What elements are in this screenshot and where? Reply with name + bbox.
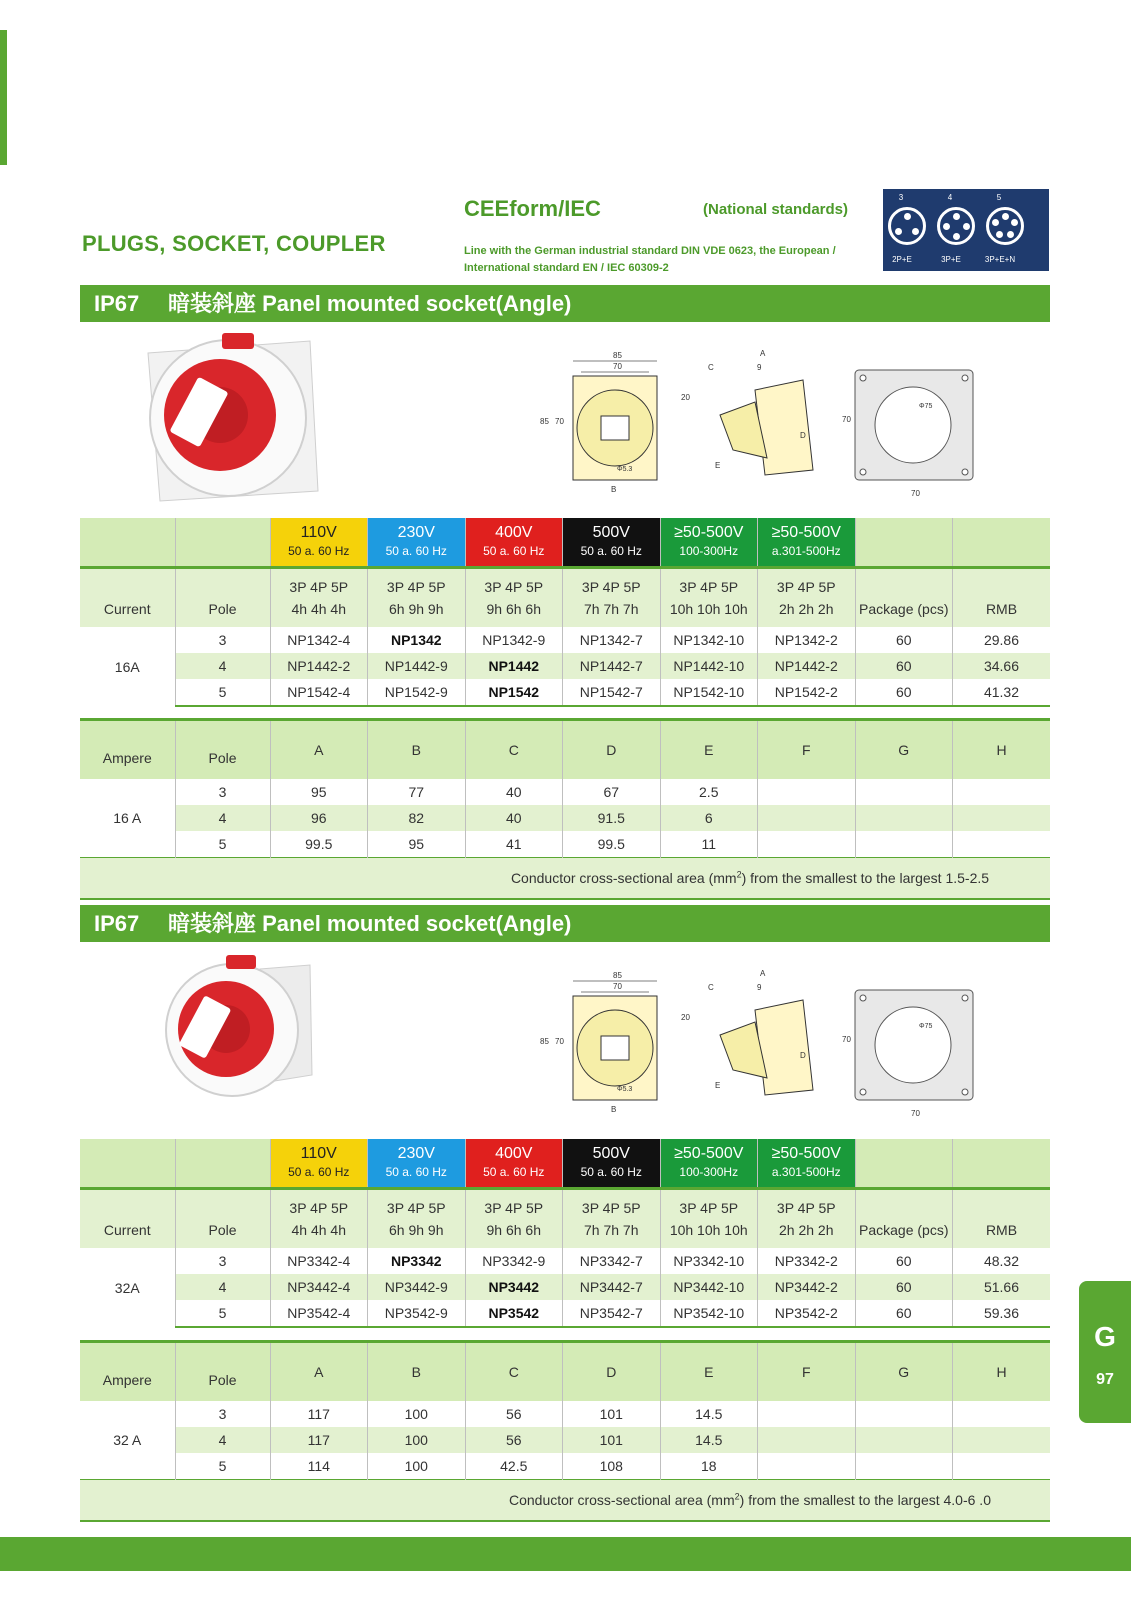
dim-value bbox=[953, 1401, 1051, 1427]
dim-value: 14.5 bbox=[660, 1401, 758, 1427]
dim-label: 70 bbox=[842, 1035, 851, 1044]
pin-config-number: 3 bbox=[898, 193, 904, 202]
dim-value: 95 bbox=[270, 779, 368, 805]
voltage-230v-cell: 230V 50 a. 60 Hz bbox=[368, 518, 466, 568]
voltage-400v-cell: 400V 50 a. 60 Hz bbox=[465, 1139, 563, 1189]
current-header: Current bbox=[80, 1189, 175, 1249]
dim-label: D bbox=[800, 431, 806, 440]
dim-value: 100 bbox=[368, 1401, 466, 1427]
dim-col-header: A bbox=[270, 1342, 368, 1402]
dimension-table bbox=[80, 1340, 1050, 1522]
pole-header: Pole bbox=[175, 1342, 270, 1402]
dim-label: A bbox=[760, 349, 766, 358]
voltage-50-500v-high-cell: ≥50-500V a.301-500Hz bbox=[758, 518, 856, 568]
dimension-drawing bbox=[540, 349, 1045, 500]
footer-bar bbox=[0, 1537, 1131, 1571]
dim-col-header: F bbox=[758, 1342, 856, 1402]
ip-rating: IP67 bbox=[94, 911, 140, 936]
product-code: NP3542-9 bbox=[368, 1300, 466, 1327]
product-code: NP1542-4 bbox=[270, 679, 368, 706]
package-header: Package (pcs) bbox=[855, 568, 953, 628]
section-bar bbox=[80, 285, 1050, 322]
product-code: NP3342-4 bbox=[270, 1248, 368, 1274]
dim-label: 20 bbox=[681, 393, 690, 402]
product-code: NP1442 bbox=[465, 653, 563, 679]
dim-value: 77 bbox=[368, 779, 466, 805]
hours-header: 3P 4P 5P 4h 4h 4h bbox=[270, 1189, 368, 1249]
dim-label: Φ5.3 bbox=[617, 1086, 633, 1093]
dim-value bbox=[855, 831, 953, 858]
dim-value bbox=[953, 779, 1051, 805]
dim-value: 11 bbox=[660, 831, 758, 858]
dim-value: 42.5 bbox=[465, 1453, 563, 1480]
pin-dot bbox=[953, 233, 960, 240]
table-row bbox=[80, 779, 1050, 805]
dim-label: 70 bbox=[613, 982, 622, 991]
dim-value: 91.5 bbox=[563, 805, 661, 831]
dim-value: 56 bbox=[465, 1401, 563, 1427]
dim-value bbox=[953, 805, 1051, 831]
package-value: 60 bbox=[855, 1274, 953, 1300]
dim-value: 2.5 bbox=[660, 779, 758, 805]
product-code: NP1542-10 bbox=[660, 679, 758, 706]
rmb-header: RMB bbox=[953, 1189, 1051, 1249]
dim-label: 85 bbox=[540, 417, 549, 426]
pin-dot bbox=[1007, 231, 1014, 238]
price-value: 34.66 bbox=[953, 653, 1051, 679]
product-code: NP3442-2 bbox=[758, 1274, 856, 1300]
dim-value bbox=[758, 805, 856, 831]
product-code: NP1542-9 bbox=[368, 679, 466, 706]
pin-configuration-panel bbox=[883, 189, 1049, 271]
product-table bbox=[80, 1139, 1050, 1328]
dim-label: B bbox=[611, 1105, 617, 1114]
hours-header: 3P 4P 5P 2h 2h 2h bbox=[758, 1189, 856, 1249]
product-code: NP3342-10 bbox=[660, 1248, 758, 1274]
ampere-header: Ampere bbox=[80, 1342, 175, 1402]
standard-description: Line with the German industrial standard DIN VDE 0623, the European / International standard EN / IEC 60309-2 bbox=[464, 245, 836, 274]
pin-config-label: 3P+E bbox=[941, 255, 961, 264]
dim-col-header: G bbox=[855, 1342, 953, 1402]
chapter-letter: G bbox=[1094, 1321, 1116, 1352]
ampere-value: 32 A bbox=[80, 1401, 175, 1480]
hours-header: 3P 4P 5P 2h 2h 2h bbox=[758, 568, 856, 628]
dim-value: 108 bbox=[563, 1453, 661, 1480]
voltage-50-500v-high-cell: ≥50-500V a.301-500Hz bbox=[758, 1139, 856, 1189]
hours-header: 3P 4P 5P 10h 10h 10h bbox=[660, 568, 758, 628]
dim-label: B bbox=[611, 485, 617, 494]
dim-col-header: E bbox=[660, 1342, 758, 1402]
dim-value: 96 bbox=[270, 805, 368, 831]
table-row bbox=[80, 653, 1050, 679]
conductor-note-row bbox=[80, 858, 1050, 900]
dim-value bbox=[855, 805, 953, 831]
dim-label: C bbox=[708, 363, 714, 372]
section-title: 暗装斜座 Panel mounted socket(Angle) bbox=[168, 291, 572, 316]
table-row bbox=[80, 1300, 1050, 1327]
current-value: 32A bbox=[80, 1248, 175, 1327]
dim-col-header: A bbox=[270, 720, 368, 780]
price-value: 48.32 bbox=[983, 1253, 1020, 1269]
dim-value: 14.5 bbox=[660, 1427, 758, 1453]
product-code: NP1342-2 bbox=[758, 627, 856, 653]
dim-value bbox=[855, 779, 953, 805]
dim-value: 101 bbox=[563, 1427, 661, 1453]
product-code: NP3442-10 bbox=[660, 1274, 758, 1300]
ampere-value: 16 A bbox=[80, 779, 175, 858]
pin-dot bbox=[963, 223, 970, 230]
price-value: 59.36 bbox=[953, 1300, 1051, 1327]
dim-col-header: C bbox=[465, 1342, 563, 1402]
pole-value: 4 bbox=[175, 1274, 270, 1300]
rmb-header: RMB bbox=[953, 568, 1051, 628]
socket-product-photo bbox=[140, 333, 320, 508]
pole-value: 3 bbox=[175, 779, 270, 805]
dim-value bbox=[758, 1401, 856, 1427]
price-value: 41.32 bbox=[953, 679, 1051, 706]
dim-value bbox=[758, 1427, 856, 1453]
voltage-500v-cell: 500V 50 a. 60 Hz bbox=[563, 1139, 661, 1189]
dim-label: 70 bbox=[911, 1109, 920, 1118]
dimension-drawing bbox=[540, 969, 1045, 1120]
dim-value bbox=[953, 1453, 1051, 1480]
hours-header: 3P 4P 5P 9h 6h 6h bbox=[465, 568, 563, 628]
product-code: NP3442-7 bbox=[563, 1274, 661, 1300]
pole-header: Pole bbox=[175, 720, 270, 780]
voltage-500v-cell: 500V 50 a. 60 Hz bbox=[563, 518, 661, 568]
hours-header: 3P 4P 5P 4h 4h 4h bbox=[270, 568, 368, 628]
package-value: 60 bbox=[855, 1248, 953, 1274]
current-header: Current bbox=[80, 568, 175, 628]
section-bar bbox=[80, 905, 1050, 942]
dim-label: 85 bbox=[613, 971, 622, 980]
dim-label: Φ5.3 bbox=[617, 466, 633, 473]
dim-value: 67 bbox=[563, 779, 661, 805]
product-code: NP3542-2 bbox=[758, 1300, 856, 1327]
product-code: NP3542-4 bbox=[270, 1300, 368, 1327]
hours-header: 3P 4P 5P 7h 7h 7h bbox=[563, 1189, 661, 1249]
dim-label: 85 bbox=[540, 1037, 549, 1046]
pin-dot bbox=[895, 228, 902, 235]
pole-value: 3 bbox=[175, 627, 270, 653]
dim-col-header: G bbox=[855, 720, 953, 780]
socket-product-photo bbox=[160, 955, 320, 1110]
dim-value: 40 bbox=[465, 779, 563, 805]
pin-config-number: 5 bbox=[996, 193, 1002, 202]
product-code: NP3342 bbox=[368, 1248, 466, 1274]
pole-value: 3 bbox=[175, 1401, 270, 1427]
current-value: 16A bbox=[80, 627, 175, 706]
dim-label: 70 bbox=[842, 415, 851, 424]
package-header: Package (pcs) bbox=[855, 1189, 953, 1249]
pin-config-number: 4 bbox=[947, 193, 953, 202]
voltage-230v-cell: 230V 50 a. 60 Hz bbox=[368, 1139, 466, 1189]
dim-label: 70 bbox=[911, 489, 920, 498]
dim-label: 70 bbox=[555, 417, 564, 426]
product-code: NP1542-2 bbox=[758, 679, 856, 706]
dim-value: 114 bbox=[270, 1453, 368, 1480]
product-code: NP3442 bbox=[465, 1274, 563, 1300]
dim-col-header: H bbox=[953, 1342, 1051, 1402]
product-code: NP1342-4 bbox=[270, 627, 368, 653]
table-row bbox=[80, 1274, 1050, 1300]
dim-col-header: C bbox=[465, 720, 563, 780]
dim-value: 40 bbox=[465, 805, 563, 831]
pole-value: 5 bbox=[175, 679, 270, 706]
product-code: NP1442-2 bbox=[270, 653, 368, 679]
package-value: 60 bbox=[855, 1300, 953, 1327]
dim-label: Φ75 bbox=[919, 403, 933, 410]
pin-config-label: 2P+E bbox=[892, 255, 912, 264]
pole-value: 5 bbox=[175, 1300, 270, 1327]
conductor-note-row bbox=[80, 1480, 1050, 1522]
dim-value: 18 bbox=[660, 1453, 758, 1480]
voltage-50-500v-low-cell: ≥50-500V 100-300Hz bbox=[660, 518, 758, 568]
product-table bbox=[80, 518, 1050, 707]
dimension-table bbox=[80, 718, 1050, 900]
dim-label: C bbox=[708, 983, 714, 992]
dim-value: 95 bbox=[368, 831, 466, 858]
voltage-header-row bbox=[80, 518, 1050, 568]
price-value: 51.66 bbox=[953, 1274, 1051, 1300]
pole-header: Pole bbox=[175, 568, 270, 628]
table-row bbox=[80, 1427, 1050, 1453]
package-value: 60 bbox=[855, 653, 953, 679]
dim-value bbox=[953, 1427, 1051, 1453]
dim-value bbox=[855, 1401, 953, 1427]
dim-label: 85 bbox=[613, 351, 622, 360]
national-standards-label: (National standards) bbox=[703, 201, 849, 218]
pole-header: Pole bbox=[175, 1189, 270, 1249]
dim-value bbox=[758, 831, 856, 858]
pole-value: 4 bbox=[175, 805, 270, 831]
dim-col-header: B bbox=[368, 720, 466, 780]
hours-header: 3P 4P 5P 6h 9h 9h bbox=[368, 568, 466, 628]
table-row bbox=[80, 679, 1050, 706]
pole-value: 5 bbox=[175, 831, 270, 858]
product-code: NP1442-9 bbox=[368, 653, 466, 679]
hours-header: 3P 4P 5P 7h 7h 7h bbox=[563, 568, 661, 628]
dim-value: 100 bbox=[368, 1427, 466, 1453]
dim-value: 101 bbox=[563, 1401, 661, 1427]
dim-value: 6 bbox=[660, 805, 758, 831]
pole-value: 3 bbox=[175, 1248, 270, 1274]
product-code: NP3542-7 bbox=[563, 1300, 661, 1327]
product-code: NP1442-7 bbox=[563, 653, 661, 679]
product-code: NP3342-9 bbox=[465, 1248, 563, 1274]
dim-value: 41 bbox=[465, 831, 563, 858]
product-code: NP3442-9 bbox=[368, 1274, 466, 1300]
package-value: 60 bbox=[855, 627, 953, 653]
dimension-header-row bbox=[80, 720, 1050, 780]
hours-header: 3P 4P 5P 6h 9h 9h bbox=[368, 1189, 466, 1249]
conductor-note: Conductor cross-sectional area $(mm^2)$ from the smallest to the largest 4.0-6 .0 bbox=[509, 1491, 991, 1509]
dim-label: 70 bbox=[613, 362, 622, 371]
dim-label: D bbox=[800, 1051, 806, 1060]
dim-value: 117 bbox=[270, 1427, 368, 1453]
pin-dot bbox=[1002, 213, 1009, 220]
left-accent-bar bbox=[0, 30, 7, 165]
pin-dot bbox=[904, 213, 911, 220]
product-code: NP1442-10 bbox=[660, 653, 758, 679]
product-code: NP3342-7 bbox=[563, 1248, 661, 1274]
pole-value: 5 bbox=[175, 1453, 270, 1480]
pin-dot bbox=[912, 228, 919, 235]
conductor-note: Conductor cross-sectional area $(mm^2)$ from the smallest to the largest 1.5-2.5 bbox=[510, 869, 990, 887]
dim-label: A bbox=[760, 969, 766, 978]
package-value: 60 bbox=[855, 679, 953, 706]
hours-header: 3P 4P 5P 9h 6h 6h bbox=[465, 1189, 563, 1249]
product-code: NP3542 bbox=[465, 1300, 563, 1327]
table-row bbox=[80, 1453, 1050, 1480]
cee-title: CEEform/IEC bbox=[464, 196, 601, 221]
dim-value: 56 bbox=[465, 1427, 563, 1453]
product-code: NP1342 bbox=[368, 627, 466, 653]
product-code: NP1342-10 bbox=[660, 627, 758, 653]
price-value: 29.86 bbox=[983, 632, 1020, 648]
pole-value: 4 bbox=[175, 1427, 270, 1453]
voltage-50-500v-low-cell: ≥50-500V 100-300Hz bbox=[660, 1139, 758, 1189]
dim-value bbox=[953, 831, 1051, 858]
dim-value bbox=[758, 779, 856, 805]
dim-value: 82 bbox=[368, 805, 466, 831]
dim-col-header: F bbox=[758, 720, 856, 780]
voltage-header-row bbox=[80, 1139, 1050, 1189]
voltage-110v-cell: 110V 50 a. 60 Hz bbox=[270, 518, 368, 568]
product-code: NP3542-10 bbox=[660, 1300, 758, 1327]
dim-col-header: D bbox=[563, 720, 661, 780]
table-row bbox=[80, 1248, 1050, 1274]
pin-dot bbox=[953, 213, 960, 220]
dim-label: E bbox=[715, 1081, 721, 1090]
dim-value: 100 bbox=[368, 1453, 466, 1480]
page-heading: PLUGS, SOCKET, COUPLER bbox=[82, 231, 386, 256]
table-row bbox=[80, 805, 1050, 831]
product-header-row bbox=[80, 1189, 1050, 1249]
table-row bbox=[80, 1401, 1050, 1427]
voltage-400v-cell: 400V 50 a. 60 Hz bbox=[465, 518, 563, 568]
dim-col-header: H bbox=[953, 720, 1051, 780]
dim-label: E bbox=[715, 461, 721, 470]
table-row bbox=[80, 831, 1050, 858]
product-code: NP1342-7 bbox=[563, 627, 661, 653]
chapter-tab[interactable] bbox=[1079, 1281, 1131, 1423]
product-code: NP1542 bbox=[465, 679, 563, 706]
ampere-header: Ampere bbox=[80, 720, 175, 780]
dim-label: 20 bbox=[681, 1013, 690, 1022]
voltage-110v-cell: 110V 50 a. 60 Hz bbox=[270, 1139, 368, 1189]
dim-label: 9 bbox=[757, 363, 762, 372]
product-code: NP3342-2 bbox=[758, 1248, 856, 1274]
hours-header: 3P 4P 5P 10h 10h 10h bbox=[660, 1189, 758, 1249]
pin-dot bbox=[943, 223, 950, 230]
dimension-header-row bbox=[80, 1342, 1050, 1402]
dim-col-header: B bbox=[368, 1342, 466, 1402]
dim-label: 70 bbox=[555, 1037, 564, 1046]
dim-col-header: E bbox=[660, 720, 758, 780]
product-code: NP3442-4 bbox=[270, 1274, 368, 1300]
dim-label: 9 bbox=[757, 983, 762, 992]
product-code: NP1442-2 bbox=[758, 653, 856, 679]
dim-value bbox=[758, 1453, 856, 1480]
table-row bbox=[80, 627, 1050, 653]
pin-config-label: 3P+E+N bbox=[984, 255, 1016, 264]
dim-value: 99.5 bbox=[563, 831, 661, 858]
page-number: 97 bbox=[1096, 1371, 1114, 1388]
section-title: 暗装斜座 Panel mounted socket(Angle) bbox=[168, 911, 572, 936]
dim-value: 117 bbox=[270, 1401, 368, 1427]
dim-value bbox=[855, 1427, 953, 1453]
product-code: NP1542-7 bbox=[563, 679, 661, 706]
dim-value bbox=[855, 1453, 953, 1480]
pin-dot bbox=[996, 231, 1003, 238]
pole-value: 4 bbox=[175, 653, 270, 679]
dim-col-header: D bbox=[563, 1342, 661, 1402]
product-header-row bbox=[80, 568, 1050, 628]
dim-label: Φ75 bbox=[919, 1023, 933, 1030]
ip-rating: IP67 bbox=[94, 291, 140, 316]
product-code: NP1342-9 bbox=[465, 627, 563, 653]
dim-value: 99.5 bbox=[270, 831, 368, 858]
